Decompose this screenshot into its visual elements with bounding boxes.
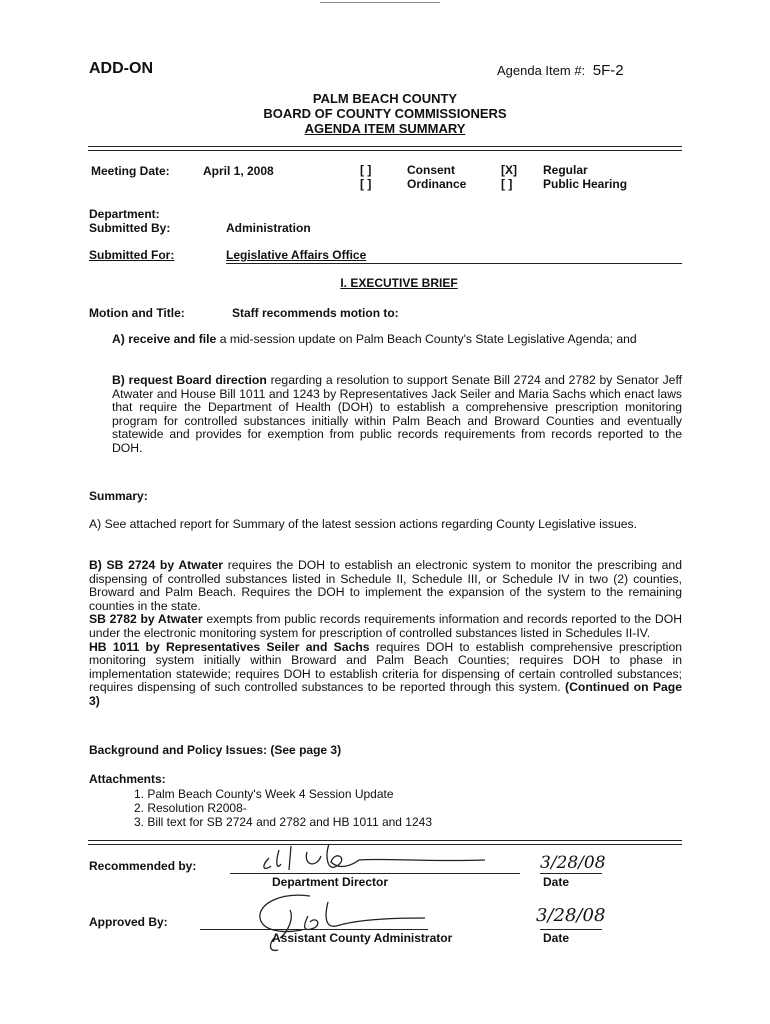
- submitted-for-divider: [226, 263, 682, 264]
- attachment-item: 1. Palm Beach County's Week 4 Session Update: [134, 787, 394, 801]
- recommended-by-label: Recommended by:: [89, 859, 197, 873]
- submitted-for-label: Submitted For:: [89, 248, 175, 262]
- agenda-item-value: 5F-2: [592, 62, 624, 79]
- summary-b1-text: requires the DOH to establish an electronic system to monitor the prescribing and dispensing of controlled substances listed in Schedule II, Schedule III, or Schedule IV in two (2) counties, Broward and Palm Beach. Requires the DOH to implement the expansion of the system to the remaining counties in the state.: [89, 558, 682, 613]
- board-title: BOARD OF COUNTY COMMISSIONERS: [263, 106, 507, 121]
- item-a-text: a mid-session update on Palm Beach County's State Legislative Agenda; and: [216, 332, 637, 346]
- approved-date-label: Date: [543, 931, 570, 945]
- approved-by-label: Approved By:: [89, 915, 168, 929]
- continued-note: (Continued on Page 3): [89, 680, 682, 708]
- meeting-date-label: Meeting Date:: [91, 164, 170, 178]
- regular-label: Regular: [543, 163, 588, 177]
- administrator-signature: [250, 888, 440, 958]
- department-label: Department:: [89, 207, 160, 221]
- recommended-date-label: Date: [543, 875, 570, 889]
- public-hearing-checkbox[interactable]: [ ]: [501, 177, 513, 191]
- item-b-paragraph: [112, 374, 682, 456]
- header-divider: [88, 146, 682, 147]
- ordinance-label: Ordinance: [407, 177, 467, 191]
- summary-b3-lead: HB 1011 by Representatives Seiler and Sachs: [89, 639, 370, 654]
- add-on-label: ADD-ON: [89, 60, 153, 77]
- department-director-title: Department Director: [272, 875, 389, 889]
- approved-date-line: [540, 929, 602, 930]
- executive-brief-heading: I. EXECUTIVE BRIEF: [340, 276, 458, 290]
- motion-label: Motion and Title:: [89, 306, 185, 320]
- summary-a-paragraph: A) See attached report for Summary of the latest session actions regarding County Legislative issues.: [89, 517, 638, 531]
- assistant-administrator-title: Assistant County Administrator: [272, 931, 453, 945]
- header-divider-2: [88, 150, 682, 151]
- summary-b2-text: exempts from public records requirements information and records reported to the DOH under the electronic monitoring system for prescription of controlled substances listed in Schedules II-IV.: [89, 612, 682, 640]
- consent-checkbox[interactable]: [ ]: [360, 163, 372, 177]
- summary-b-paragraph: [89, 559, 682, 709]
- summary-b2-lead: SB 2782 by Atwater: [89, 612, 203, 627]
- item-b-lead: B) request Board direction: [112, 373, 267, 387]
- public-hearing-label: Public Hearing: [543, 177, 628, 191]
- submitted-for-value: Legislative Affairs Office: [226, 248, 367, 262]
- item-b-text: regarding a resolution to support Senate Bill 2724 and 2782 by Senator Jeff Atwater and House Bill 1011 and 1243 by Representatives Jack Seiler and Maria Sachs which enact laws that require the Department of Health (DOH) to establish a comprehensive prescription monitoring program for controlled substances initially within Palm Beach and Broward Counties and eventually statewide and provides for exemption from public records requirements from records reported to the DOH.: [112, 373, 682, 455]
- agenda-item: [497, 62, 624, 79]
- recommended-date-line: [540, 873, 602, 874]
- item-a-lead: A) receive and file: [112, 332, 217, 346]
- approved-date-value: 3/28/08: [536, 905, 606, 926]
- regular-checkbox[interactable]: [X]: [501, 163, 517, 177]
- summary-heading: Summary:: [89, 489, 148, 503]
- ordinance-checkbox[interactable]: [ ]: [360, 177, 372, 191]
- meeting-date-value: April 1, 2008: [203, 164, 274, 178]
- summary-title: AGENDA ITEM SUMMARY: [304, 121, 466, 136]
- director-signature: [255, 836, 505, 876]
- consent-label: Consent: [407, 163, 455, 177]
- attachment-item: 2. Resolution R2008-: [134, 801, 247, 815]
- summary-b1-lead: B) SB 2724 by Atwater: [89, 558, 224, 572]
- attachments-heading: Attachments:: [89, 772, 166, 786]
- submitted-by-value: Administration: [226, 221, 311, 235]
- submitted-by-label: Submitted By:: [89, 221, 171, 235]
- summary-b3-text: requires DOH to establish comprehensive prescription monitoring system initially within Broward and Palm Beach Counties; requires DOH to phase in implementation statewide; requires DOH to establish criteria for dispensing of certain controlled substances; requires dispensing of such controlled substances to be reported through this system.: [89, 639, 682, 695]
- scan-artifact-line: [320, 2, 440, 3]
- background-heading: Background and Policy Issues: (See page 3): [89, 743, 342, 757]
- motion-value: Staff recommends motion to:: [232, 306, 399, 320]
- agenda-item-label: Agenda Item #:: [497, 63, 586, 78]
- attachment-item: 3. Bill text for SB 2724 and 2782 and HB 1011 and 1243: [134, 815, 432, 829]
- county-title: PALM BEACH COUNTY: [312, 91, 458, 106]
- recommended-date-value: 3/28/08: [540, 853, 606, 873]
- item-a-paragraph: [112, 333, 680, 347]
